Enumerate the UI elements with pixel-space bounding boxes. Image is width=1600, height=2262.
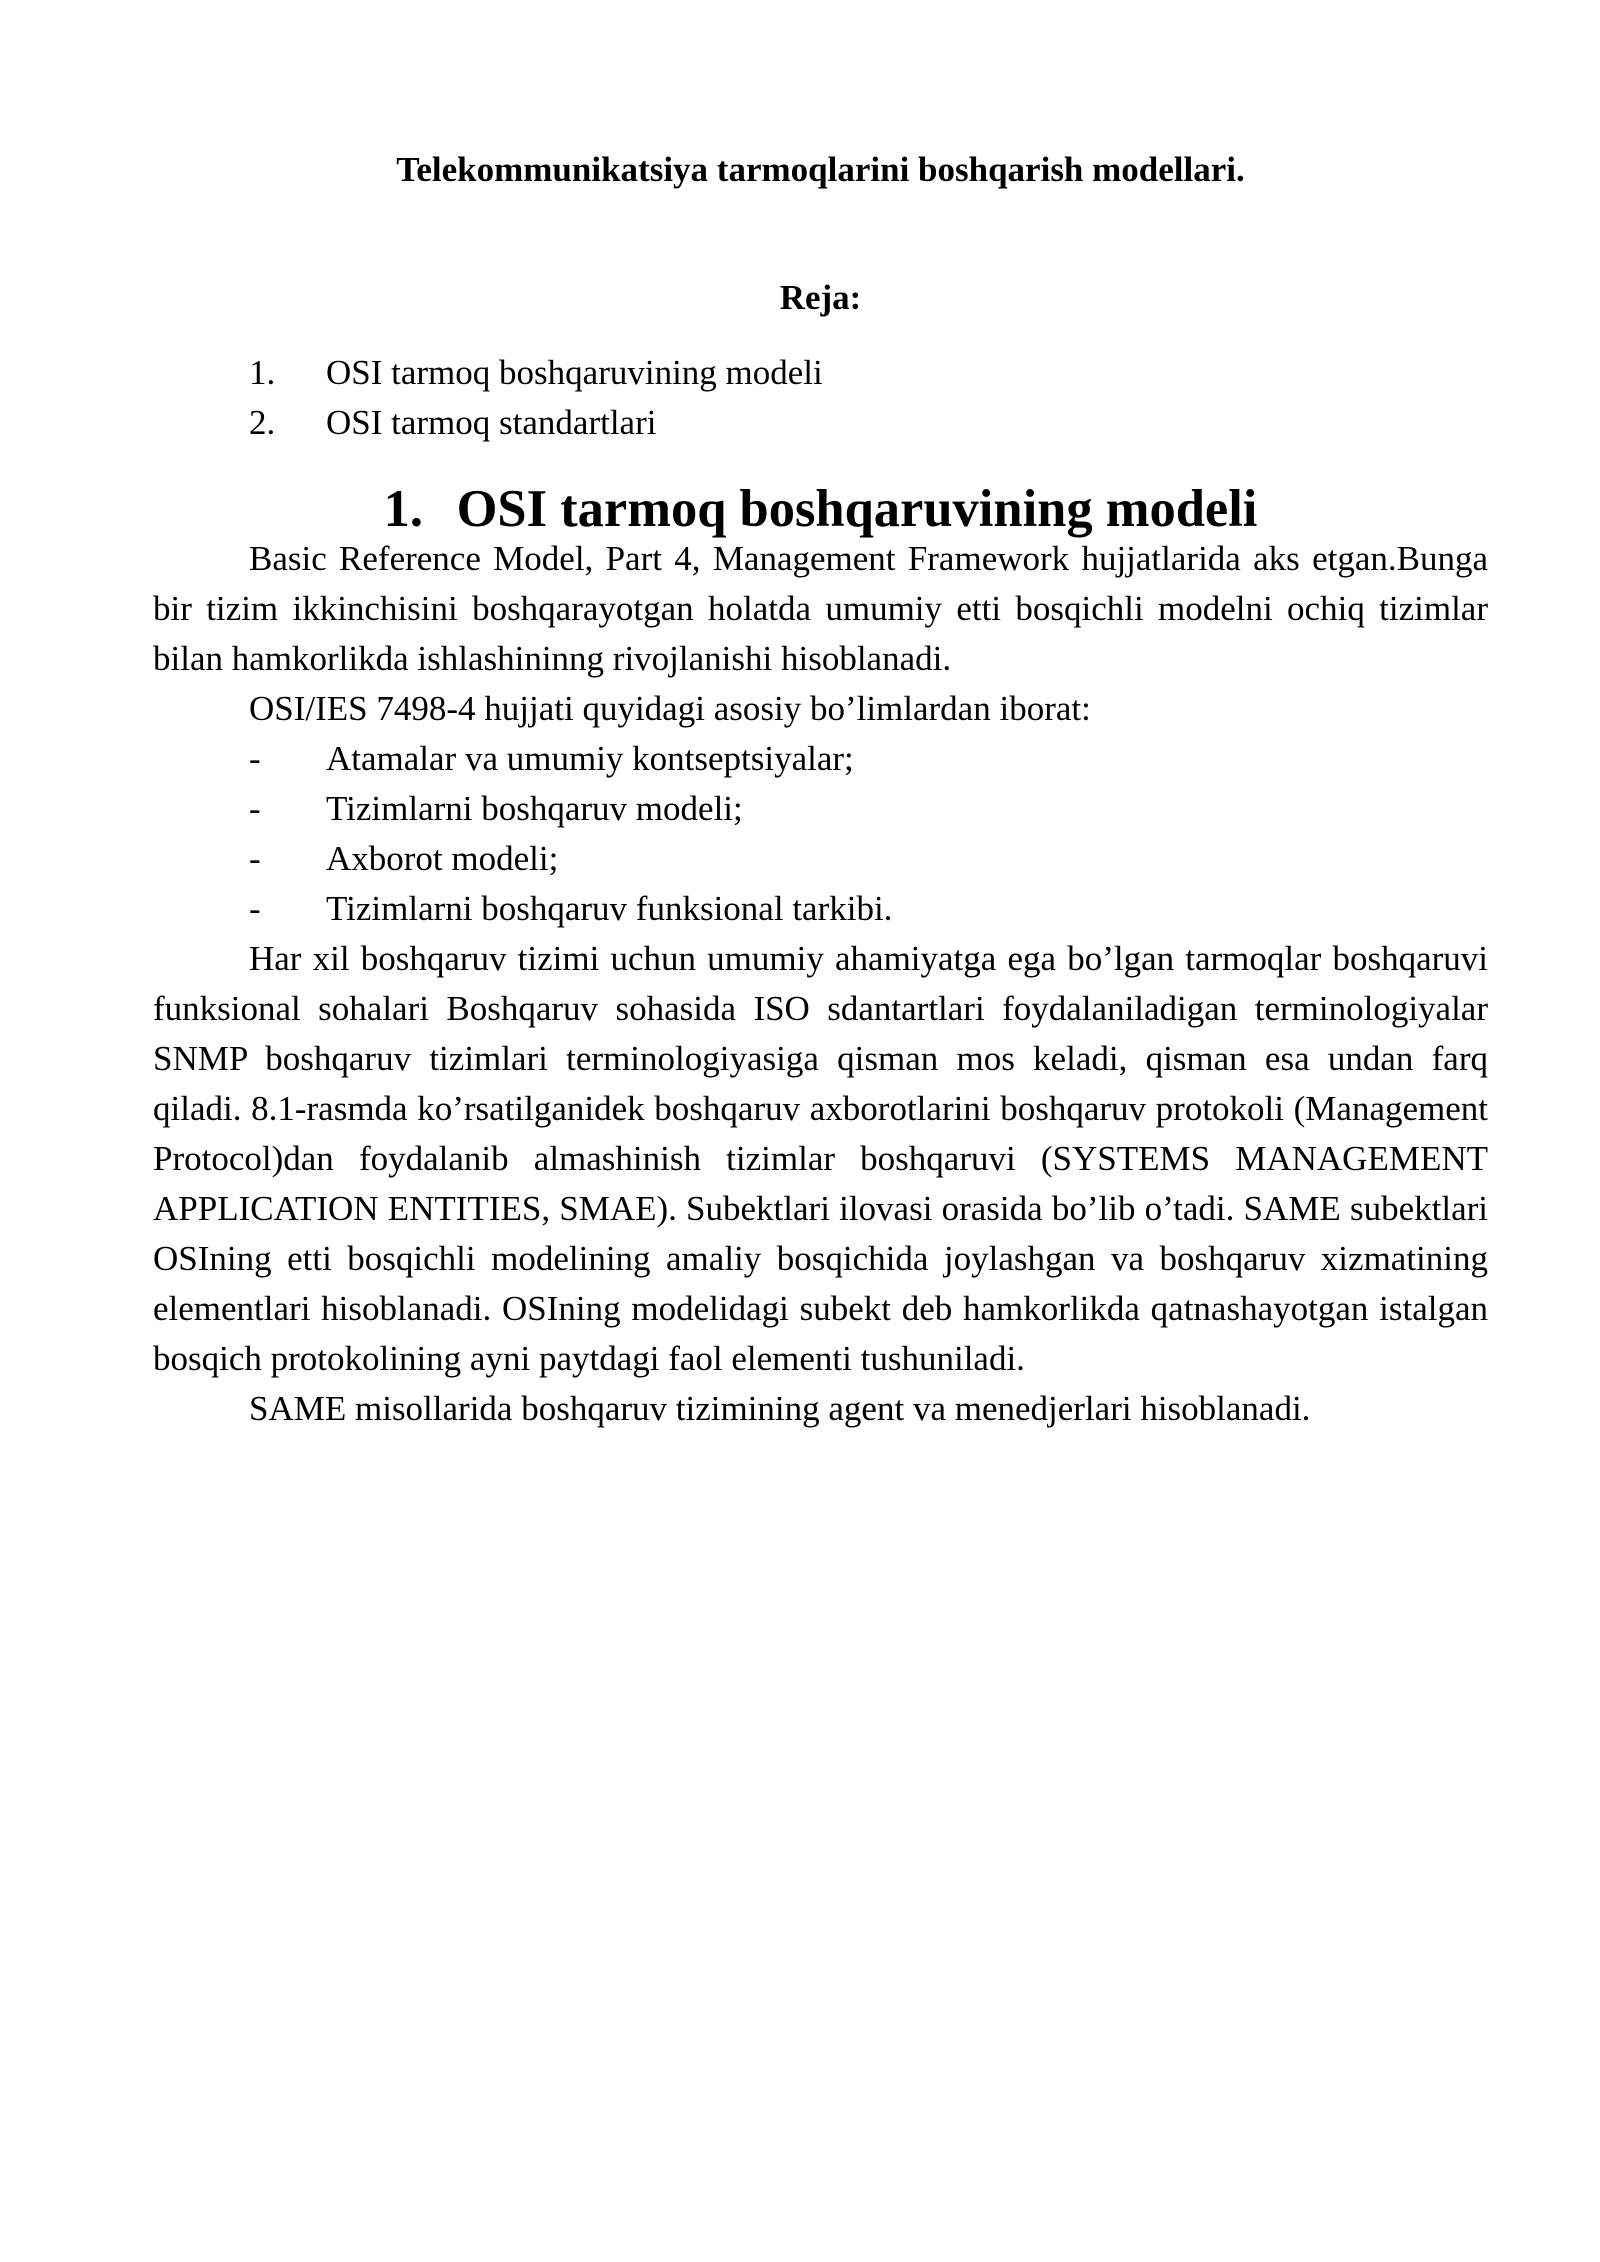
dash-list-item xyxy=(153,784,1488,834)
dash-item-text: Tizimlarni boshqaruv funksional tarkibi. xyxy=(326,889,893,928)
plan-item-number: 1. xyxy=(249,353,276,392)
dash-bullet: - xyxy=(249,739,261,778)
plan-item-text: OSI tarmoq standartlari xyxy=(326,403,657,442)
plan-item-text: OSI tarmoq boshqaruvining modeli xyxy=(326,353,823,392)
body-paragraph: Basic Reference Model, Part 4, Management Framework hujjatlarida aks etgan.Bunga bir tizim ikkinchisini boshqarayotgan holatda umumiy etti bosqichli modelni ochiq tizimlar bilan hamkorlikda ishlashininng rivojlanishi hisoblanadi. xyxy=(153,539,1488,678)
dash-item-text: Tizimlarni boshqaruv modeli; xyxy=(326,789,743,828)
body-paragraph: SAME misollarida boshqaruv tizimining agent va menedjerlari hisoblanadi. xyxy=(249,1389,1311,1428)
section-heading xyxy=(153,480,1488,538)
plan-item-number: 2. xyxy=(249,403,276,442)
body-paragraph: OSI/IES 7498-4 hujjati quyidagi asosiy bo’limlardan iborat: xyxy=(249,689,1091,728)
dash-bullet: - xyxy=(249,889,261,928)
dash-item-text: Axborot modeli; xyxy=(326,839,559,878)
section-heading-text: OSI tarmoq boshqaruvining modeli xyxy=(456,480,1258,538)
dash-bullet: - xyxy=(249,789,261,828)
dash-list-item xyxy=(153,884,1488,934)
dash-list-item xyxy=(153,734,1488,784)
document-body xyxy=(153,145,1488,1434)
body-paragraph: Har xil boshqaruv tizimi uchun umumiy ahamiyatga ega bo’lgan tarmoqlar boshqaruvi funksional sohalari Boshqaruv sohasida ISO sdantartlari foydalaniladigan terminologiyalar SNMP boshqaruv tizimlari terminologiyasiga qisman mos keladi, qisman esa undan farq qiladi. 8.1-rasmda ko’rsatilganidek boshqaruv axborotlarini boshqaruv protokoli (Management Protocol)dan foydalanib almashinish tizimlar boshqaruvi (SYSTEMS MANAGEMENT APPLICATION ENTITIES, SMAE). Subektlari ilovasi orasida bo’lib o’tadi. SAME subektlari OSIning etti bosqichli modelining amaliy bosqichida joylashgan va boshqaruv xizmatining elementlari hisoblanadi. OSIning modelidagi subekt deb hamkorlikda qatnashayotgan istalgan bosqich protokolining ayni paytdagi faol elementi tushuniladi. xyxy=(153,939,1488,1378)
dash-list-item xyxy=(153,834,1488,884)
dash-item-text: Atamalar va umumiy kontseptsiyalar; xyxy=(326,739,854,778)
dash-list xyxy=(153,734,1488,934)
plan-item xyxy=(153,398,1488,448)
plan-item xyxy=(153,348,1488,398)
document-title: Telekommunikatsiya tarmoqlarini boshqarish modellari. xyxy=(396,150,1245,189)
plan-heading: Reja: xyxy=(779,278,862,317)
dash-bullet: - xyxy=(249,839,261,878)
section-heading-number: 1. xyxy=(383,480,423,538)
plan-list xyxy=(153,348,1488,448)
